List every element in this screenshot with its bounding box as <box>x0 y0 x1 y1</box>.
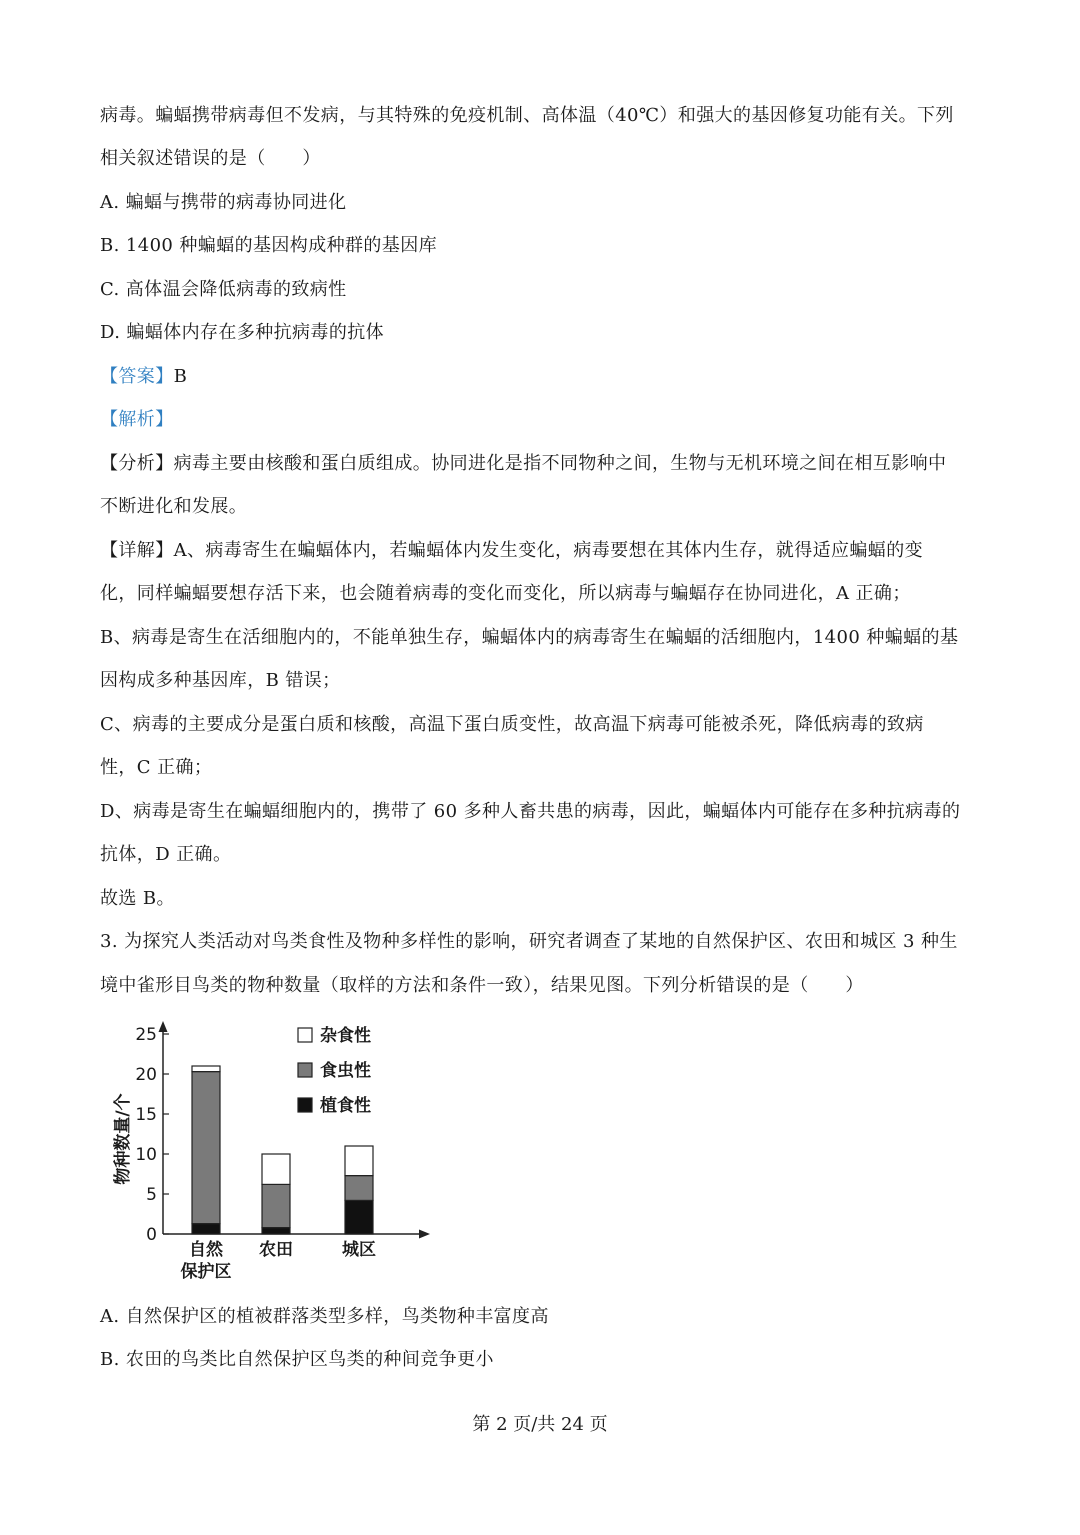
fenxi-text-1: 病毒主要由核酸和蛋白质组成。协同进化是指不同物种之间，生物与无机环境之间在相互影响中 <box>173 453 947 474</box>
page-footer: 第 2 页/共 24 页 <box>472 1414 608 1435</box>
detail-line-b2: 因构成多种基因库，B 错误； <box>100 670 341 691</box>
fenxi-line-1 <box>100 453 946 475</box>
y-tick-label: 15 <box>135 1105 157 1125</box>
legend-swatch <box>298 1063 312 1077</box>
intro-line-1: 病毒。蝙蝠携带病毒但不发病，与其特殊的免疫机制、高体温（40℃）和强大的基因修复功能有关。下列 <box>100 105 954 126</box>
detail-line-d1: D、病毒是寄生在蝙蝠细胞内的，携带了 60 多种人畜共患的病毒，因此，蝙蝠体内可能存在多种抗病毒的 <box>100 801 961 822</box>
y-tick-label: 0 <box>146 1225 157 1245</box>
legend-label: 植食性 <box>320 1096 371 1116</box>
legend-swatch <box>298 1028 312 1042</box>
bar-segment <box>262 1228 290 1234</box>
x-category-label: 保护区 <box>180 1262 232 1282</box>
y-tick-label: 25 <box>135 1025 157 1045</box>
analysis-tag: 【解析】 <box>100 409 174 430</box>
option-c: C. 高体温会降低病毒的致病性 <box>100 279 347 300</box>
bar-segment <box>262 1184 290 1227</box>
bar-segment <box>192 1066 220 1072</box>
x-category-label: 城区 <box>342 1240 376 1260</box>
q3-option-b: B. 农田的鸟类比自然保护区鸟类的种间竞争更小 <box>100 1349 494 1370</box>
conclusion-line: 故选 B。 <box>100 888 175 909</box>
question-3-line-1: 3. 为探究人类活动对鸟类食性及物种多样性的影响，研究者调查了某地的自然保护区、农田和城区 3 种生 <box>100 931 958 952</box>
y-axis-label: 物种数量/个 <box>113 1093 133 1185</box>
y-tick-label: 10 <box>135 1145 157 1165</box>
detail-line-a2: 化，同样蝙蝠要想存活下来，也会随着病毒的变化而变化，所以病毒与蝙蝠存在协同进化，A 正确； <box>100 583 911 604</box>
answer-line <box>100 366 187 388</box>
bar-segment <box>345 1146 373 1176</box>
detail-line-b1: B、病毒是寄生在活细胞内的，不能单独生存，蝙蝠体内的病毒寄生在蝙蝠的活细胞内，1400 种蝙蝠的基 <box>100 627 959 648</box>
question-3-line-2: 境中雀形目鸟类的物种数量（取样的方法和条件一致），结果见图。下列分析错误的是（ ） <box>100 975 864 996</box>
detail-line-c1: C、病毒的主要成分是蛋白质和核酸，高温下蛋白质变性，故高温下病毒可能被杀死，降低病毒的致病 <box>100 714 924 735</box>
answer-value: B <box>173 366 188 387</box>
x-category-label: 农田 <box>259 1240 293 1260</box>
legend-swatch <box>298 1098 312 1112</box>
detail-line-a1 <box>100 540 923 562</box>
stacked-bar-chart <box>100 1015 440 1285</box>
fenxi-tag: 【分析】 <box>100 453 174 474</box>
detail-text-a1: A、病毒寄生在蝙蝠体内，若蝙蝠体内发生变化，病毒要想在其体内生存，就得适应蝙蝠的变 <box>173 540 924 561</box>
q3-option-a: A. 自然保护区的植被群落类型多样，鸟类物种丰富度高 <box>100 1306 549 1327</box>
detail-line-d2: 抗体，D 正确。 <box>100 844 232 865</box>
x-category-label: 自然 <box>189 1240 223 1260</box>
y-tick-label: 20 <box>135 1065 157 1085</box>
option-b: B. 1400 种蝙蝠的基因构成种群的基因库 <box>100 235 437 256</box>
option-a: A. 蝙蝠与携带的病毒协同进化 <box>100 192 347 213</box>
intro-line-2: 相关叙述错误的是（ ） <box>100 148 321 169</box>
option-d: D. 蝙蝠体内存在多种抗病毒的抗体 <box>100 322 385 343</box>
bar-segment <box>262 1154 290 1184</box>
bar-segment <box>345 1200 373 1234</box>
y-axis-arrow <box>159 1021 168 1032</box>
fenxi-line-2: 不断进化和发展。 <box>100 496 248 517</box>
legend-label: 食虫性 <box>320 1061 371 1081</box>
bar-segment <box>192 1072 220 1224</box>
bar-segment <box>192 1224 220 1234</box>
detail-tag: 【详解】 <box>100 540 174 561</box>
x-axis-arrow <box>419 1230 430 1239</box>
bird-species-chart <box>100 1015 440 1285</box>
detail-line-c2: 性，C 正确； <box>100 757 213 778</box>
y-tick-label: 5 <box>146 1185 157 1205</box>
bar-segment <box>345 1176 373 1201</box>
answer-tag: 【答案】 <box>100 366 174 387</box>
legend-label: 杂食性 <box>320 1026 371 1046</box>
